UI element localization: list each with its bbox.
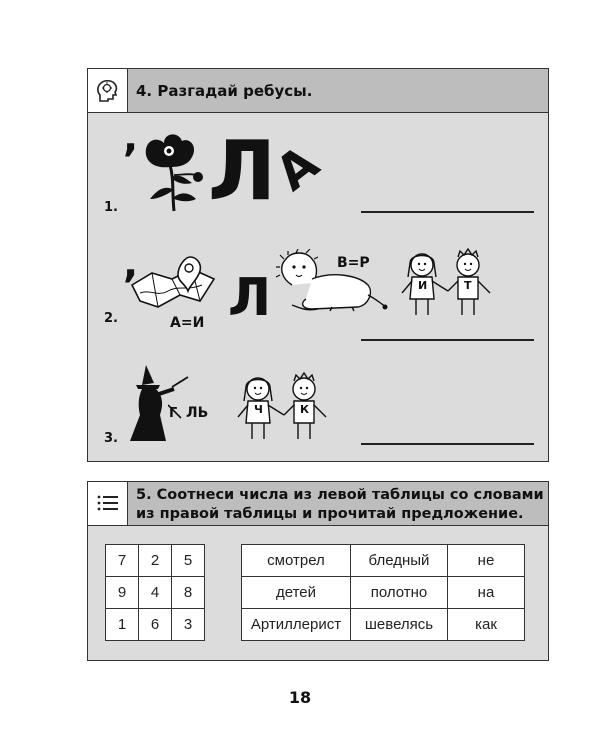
lightbulb-head-icon [88, 69, 128, 112]
words-table [241, 544, 525, 641]
rebus-1-letter-a: А [265, 134, 330, 202]
answer-line-3[interactable] [361, 443, 534, 445]
task-4-section [87, 68, 549, 462]
task-4-header [88, 69, 548, 113]
map-pin-icon [128, 251, 218, 313]
number-cell: 6 [139, 609, 172, 641]
word-cell: полотно [351, 577, 448, 609]
number-cell: 3 [172, 609, 205, 641]
rebus-3-suffix: ЛЬ [186, 405, 209, 421]
word-cell: на [448, 577, 525, 609]
task-5-header [88, 482, 548, 526]
rebus-1-letter-l: Л [208, 124, 277, 219]
list-icon [88, 482, 128, 525]
rebus-3-shirt-right: К [300, 403, 309, 416]
number-cell: 1 [106, 609, 139, 641]
word-cell: шевелясь [351, 609, 448, 641]
word-cell: не [448, 545, 525, 577]
word-cell: смотрел [242, 545, 351, 577]
task-5-title-line-1: 5. Соотнеси числа из левой таблицы со словами [136, 487, 544, 503]
number-cell: 7 [106, 545, 139, 577]
number-cell: 8 [172, 577, 205, 609]
table-row [106, 577, 205, 609]
children-holding-hands-icon [398, 247, 494, 321]
page-number: 18 [288, 688, 312, 707]
word-cell: как [448, 609, 525, 641]
rebus-3-shirt-left: Ч [254, 403, 263, 416]
rebus-3-number: 3. [104, 431, 118, 446]
rebus-2-map-hint: А=И [170, 315, 205, 331]
task-4-title: 4. Разгадай ребусы. [136, 82, 313, 100]
children-holding-hands-icon-2 [234, 371, 330, 445]
word-cell: бледный [351, 545, 448, 577]
number-cell: 9 [106, 577, 139, 609]
rebus-2-lion-hint: В=Р [337, 255, 370, 271]
table-row [242, 545, 525, 577]
number-cell: 4 [139, 577, 172, 609]
number-cell: 5 [172, 545, 205, 577]
answer-line-2[interactable] [361, 339, 534, 341]
rebus-1-number: 1. [104, 200, 118, 215]
svg-text:Г: Г [169, 406, 178, 419]
comma-mark-2: , [123, 241, 139, 287]
table-row [242, 577, 525, 609]
rebus-2-letter-l: Л [228, 268, 272, 328]
crossed-letter-icon [168, 403, 182, 419]
comma-mark: , [123, 115, 139, 161]
answer-line-1[interactable] [361, 211, 534, 213]
table-row [106, 609, 205, 641]
lion-icon [272, 249, 388, 319]
number-cell: 2 [139, 545, 172, 577]
table-row [242, 609, 525, 641]
task-5-section [87, 481, 549, 661]
word-cell: Артиллерист [242, 609, 351, 641]
numbers-table [105, 544, 205, 641]
poppy-flower-icon [134, 129, 206, 213]
task-5-title-line-2: из правой таблицы и прочитай предложение. [136, 506, 524, 522]
rebus-2-number: 2. [104, 311, 118, 326]
rebus-2-shirt-left: И [418, 279, 428, 292]
word-cell: детей [242, 577, 351, 609]
table-row [106, 545, 205, 577]
rebus-2-shirt-right: Т [464, 279, 472, 292]
